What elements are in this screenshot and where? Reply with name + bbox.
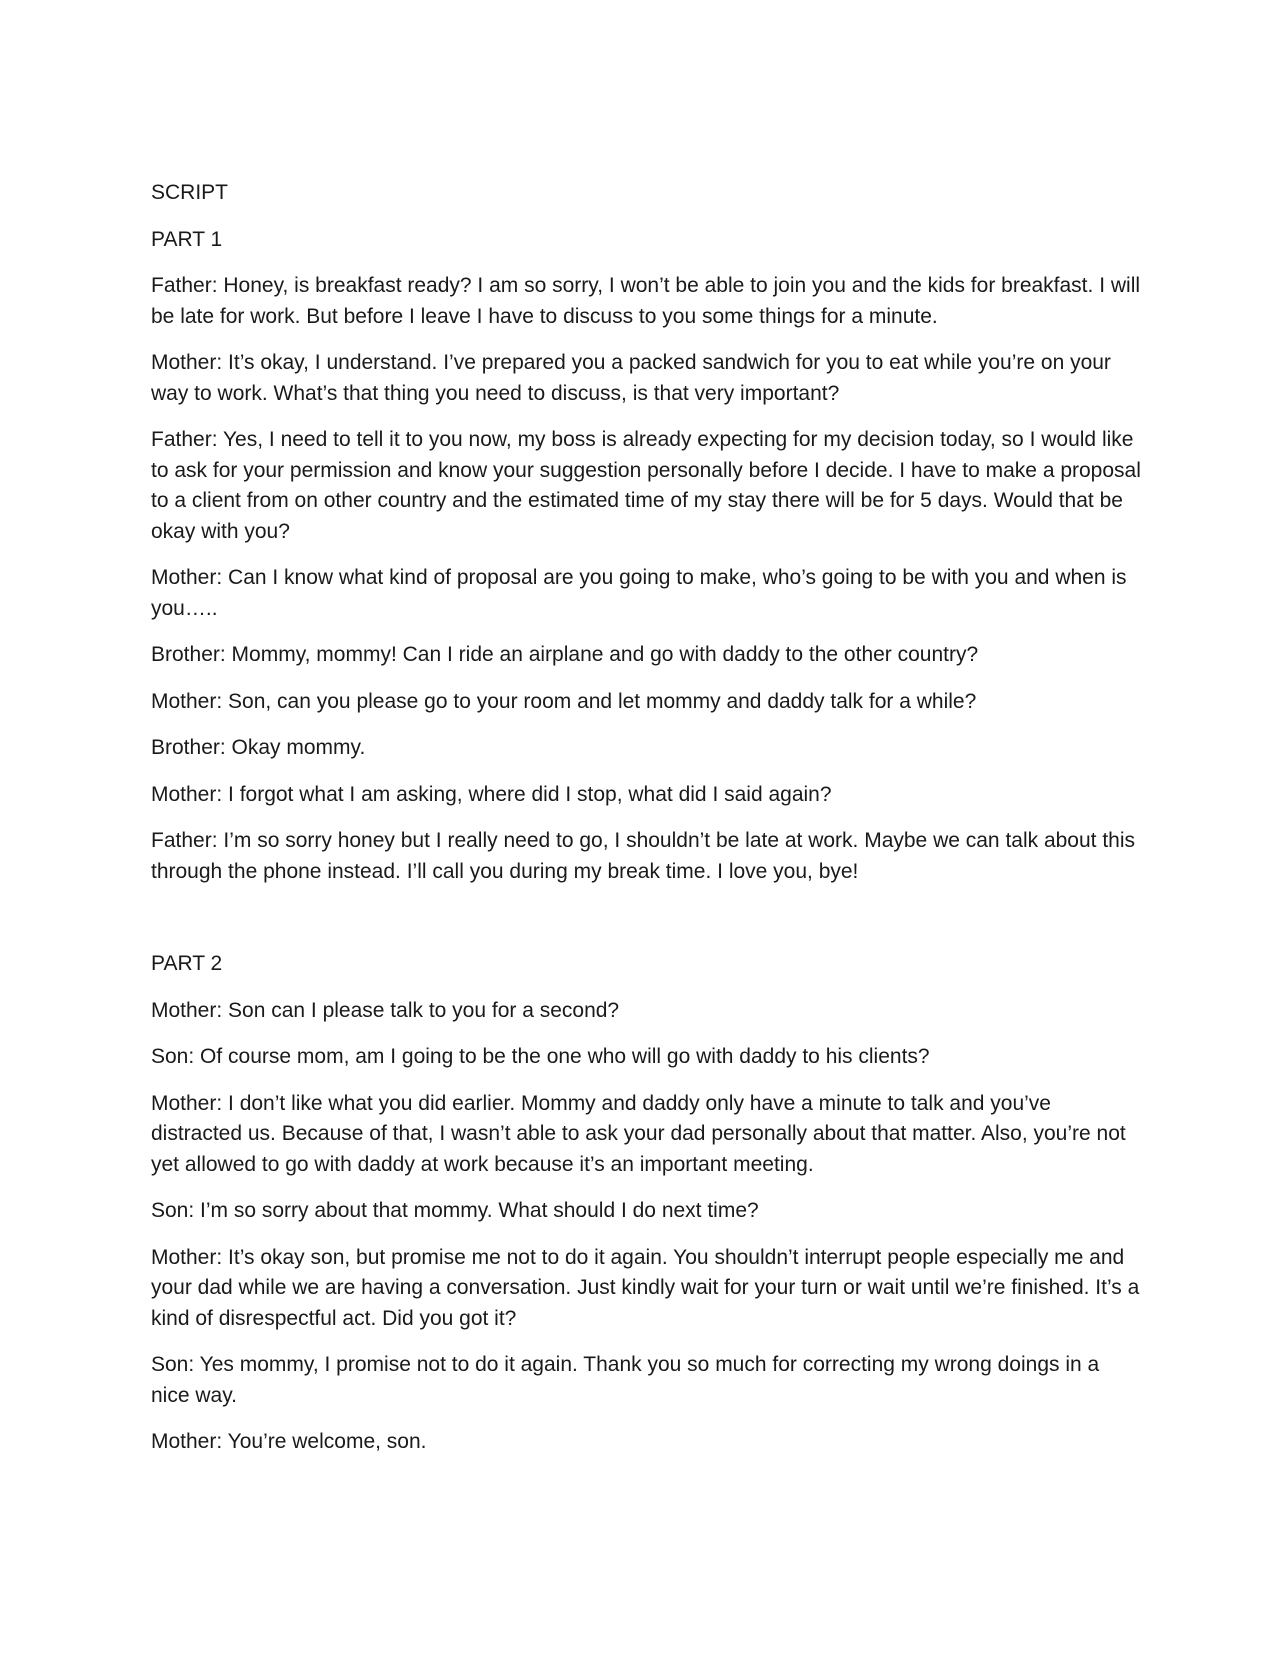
dialogue-line: Mother: Can I know what kind of proposal are you going to make, who’s going to be with you and when is you…..: [151, 566, 1133, 620]
dialogue-line: Son: Of course mom, am I going to be the one who will go with daddy to his clients?: [151, 1045, 930, 1068]
section-spacer: [151, 903, 1141, 949]
dialogue-line: Son: I’m so sorry about that mommy. What should I do next time?: [151, 1199, 759, 1222]
dialogue-line: Mother: Son can I please talk to you for a second?: [151, 998, 620, 1022]
dialogue-line: Mother: It’s okay son, but promise me not to do it again. You shouldn’t interrupt people especially me and your dad while we are having a conversation. Just kindly wait for your turn or wait until we’re finished. It’s a kind of disrespectful act. Did you got it?: [151, 1245, 1146, 1330]
part-1-heading: PART 1: [151, 227, 223, 251]
dialogue-line: Brother: Okay mommy.: [151, 736, 366, 759]
dialogue-line: Brother: Mommy, mommy! Can I ride an airplane and go with daddy to the other country?: [151, 643, 979, 666]
dialogue-line: Son: Yes mommy, I promise not to do it again. Thank you so much for correcting my wrong doings in a nice way.: [151, 1353, 1106, 1407]
dialogue-line: Mother: Son, can you please go to your room and let mommy and daddy talk for a while?: [151, 689, 977, 713]
dialogue-line: Father: Honey, is breakfast ready? I am so sorry, I won’t be able to join you and the kids for breakfast. I will be late for work. But before I leave I have to discuss to you some things for a minute.: [151, 274, 1146, 328]
dialogue-line: Mother: I forgot what I am asking, where did I stop, what did I said again?: [151, 782, 832, 806]
dialogue-line: Mother: I don’t like what you did earlier. Mommy and daddy only have a minute to talk and you’ve distracted us. Because of that, I wasn’t able to ask your dad personally about that matter. Also, you’re not yet allowed to go with daddy at work because it’s an important meeting.: [151, 1091, 1132, 1176]
dialogue-line: Father: Yes, I need to tell it to you now, my boss is already expecting for my decision today, so I would like to ask for your permission and know your suggestion personally before I decide. I have to make a proposal to a client from on other country and the estimated time of my stay there will be for 5 days. Would that be okay with you?: [151, 428, 1147, 543]
document-body: [151, 178, 1147, 1474]
part-2-heading: PART 2: [151, 952, 223, 975]
dialogue-line: Father: I’m so sorry honey but I really need to go, I shouldn’t be late at work. Maybe we can talk about this through the phone instead. I’ll call you during my break time. I love you, bye!: [151, 829, 1141, 883]
dialogue-line: Mother: You’re welcome, son.: [151, 1430, 427, 1453]
dialogue-line: Mother: It’s okay, I understand. I’ve prepared you a packed sandwich for you to eat while you’re on your way to work. What’s that thing you need to discuss, is that very important?: [151, 351, 1117, 405]
document-title: SCRIPT: [151, 181, 229, 204]
